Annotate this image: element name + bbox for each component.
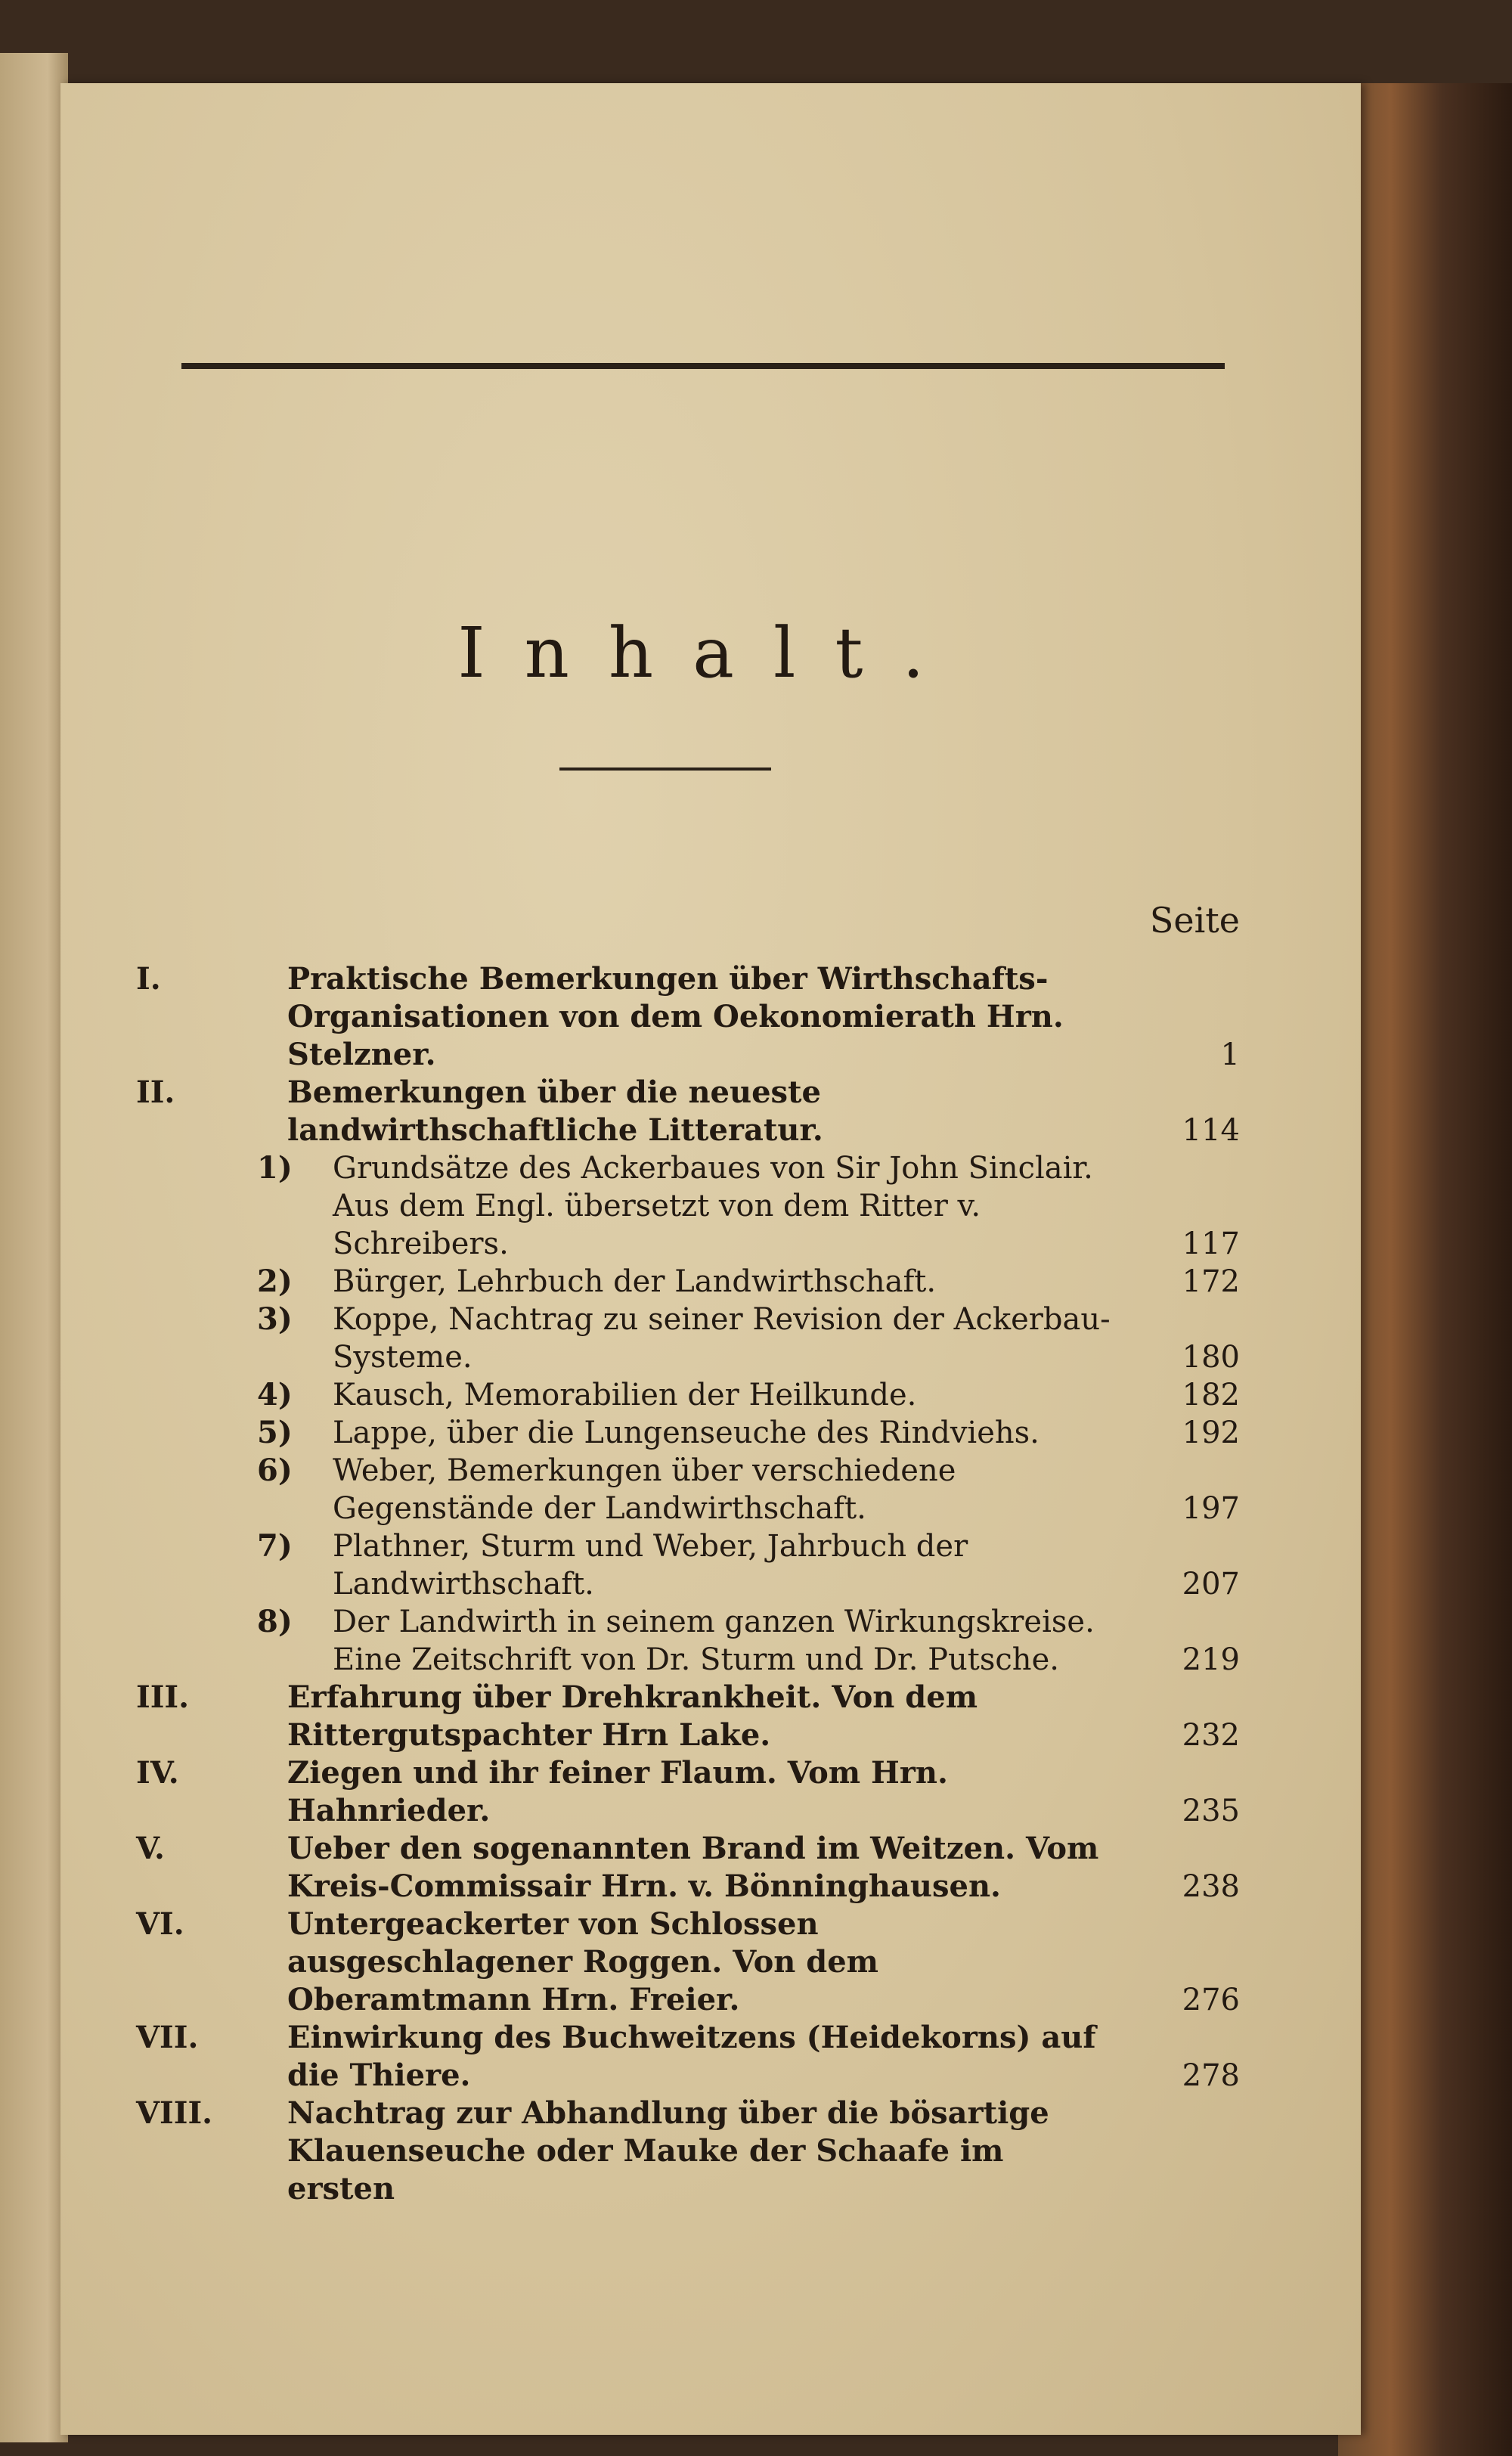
entry-title: Erfahrung über Drehkrankheit. Von dem Rittergutspachter Hrn Lake.	[287, 1679, 978, 1753]
entry-number: 2)	[257, 1264, 293, 1299]
entry-number: II.	[136, 1074, 175, 1110]
entry-title: Koppe, Nachtrag zu seiner Revision der Ackerbau-Systeme.	[333, 1302, 1111, 1375]
toc-entry	[136, 2019, 1240, 2095]
table-of-contents	[136, 960, 1240, 2208]
toc-subentry	[136, 1149, 1240, 1263]
entry-title: Untergeackerter von Schlossen ausgeschlagener Roggen. Von dem Oberamtmann Hrn. Freier.	[287, 1906, 878, 2017]
entry-number: 7)	[257, 1528, 293, 1564]
entry-page-number: 207	[1182, 1567, 1240, 1602]
entry-number: 6)	[257, 1453, 293, 1488]
entry-number: VIII.	[136, 2095, 213, 2131]
toc-subentry	[136, 1527, 1240, 1603]
book-binding	[1338, 83, 1512, 2456]
toc-entry	[136, 1906, 1240, 2019]
entry-title: Ziegen und ihr feiner Flaum. Vom Hrn. Hahnrieder.	[287, 1755, 948, 1828]
toc-entry	[136, 2095, 1240, 2208]
entry-title: Einwirkung des Buchweitzens (Heidekorns) auf die Thiere.	[287, 2020, 1096, 2093]
toc-entry	[136, 1074, 1240, 1149]
entry-title: Praktische Bemerkungen über Wirthschafts-Organisationen von dem Oekonomierath Hrn. Stelzner.	[287, 961, 1064, 1072]
entry-number: 1)	[257, 1150, 293, 1186]
entry-page-number: 238	[1182, 1869, 1240, 1904]
entry-title: Nachtrag zur Abhandlung über die bösartige Klauenseuche oder Mauke der Schaafe im ersten	[287, 2095, 1049, 2206]
title-underline	[559, 768, 771, 771]
toc-entry	[136, 1830, 1240, 1906]
toc-entry	[136, 1754, 1240, 1830]
entry-page-number: 117	[1182, 1226, 1240, 1261]
entry-title: Plathner, Sturm und Weber, Jahrbuch der Landwirthschaft.	[333, 1529, 968, 1602]
entry-page-number: 219	[1182, 1642, 1240, 1677]
entry-title: Weber, Bemerkungen über verschiedene Gegenstände der Landwirthschaft.	[333, 1453, 956, 1526]
entry-page-number: 172	[1182, 1264, 1240, 1299]
entry-number: 3)	[257, 1301, 293, 1337]
toc-subentry	[136, 1301, 1240, 1376]
entry-page-number: 278	[1182, 2058, 1240, 2093]
entry-title: Grundsätze des Ackerbaues von Sir John Sinclair. Aus dem Engl. übersetzt von dem Ritter v. Schreibers.	[333, 1151, 1093, 1261]
entry-page-number: 197	[1182, 1491, 1240, 1526]
entry-number: 4)	[257, 1377, 293, 1413]
toc-subentry	[136, 1452, 1240, 1527]
entry-number: III.	[136, 1679, 190, 1715]
entry-title: Bemerkungen über die neueste landwirthschaftliche Litteratur.	[287, 1074, 823, 1148]
toc-subentry	[136, 1376, 1240, 1414]
entry-number: VII.	[136, 2020, 199, 2055]
book-page	[60, 83, 1361, 2435]
entry-number: VI.	[136, 1906, 184, 1942]
entry-page-number: 232	[1182, 1718, 1240, 1753]
facing-page-edge	[0, 53, 68, 2442]
entry-page-number: 114	[1182, 1113, 1240, 1148]
entry-title: Ueber den sogenannten Brand im Weitzen. Vom Kreis-Commissair Hrn. v. Bönninghausen.	[287, 1831, 1099, 1904]
entry-page-number: 192	[1182, 1416, 1240, 1450]
entry-number: V.	[136, 1831, 165, 1866]
entry-number: 5)	[257, 1415, 293, 1450]
entry-number: I.	[136, 961, 161, 997]
toc-subentry	[136, 1414, 1240, 1452]
page-title: Inhalt.	[457, 612, 964, 693]
entry-page-number: 276	[1182, 1983, 1240, 2017]
entry-page-number: 235	[1182, 1794, 1240, 1828]
toc-subentry	[136, 1263, 1240, 1301]
toc-subentry	[136, 1603, 1240, 1679]
entry-title: Lappe, über die Lungenseuche des Rindviehs.	[333, 1416, 1040, 1450]
toc-entry	[136, 1679, 1240, 1754]
entry-page-number: 1	[1220, 1037, 1240, 1072]
entry-number: 8)	[257, 1604, 293, 1639]
entry-page-number: 182	[1182, 1378, 1240, 1413]
entry-title: Der Landwirth in seinem ganzen Wirkungskreise. Eine Zeitschrift von Dr. Sturm und Dr. Putsche.	[333, 1605, 1095, 1677]
top-rule	[181, 363, 1225, 369]
entry-title: Kausch, Memorabilien der Heilkunde.	[333, 1378, 917, 1413]
entry-number: IV.	[136, 1755, 179, 1791]
toc-entry	[136, 960, 1240, 1074]
entry-title: Bürger, Lehrbuch der Landwirthschaft.	[333, 1264, 937, 1299]
page-column-label: Seite	[1149, 900, 1240, 941]
entry-page-number: 180	[1182, 1340, 1240, 1375]
